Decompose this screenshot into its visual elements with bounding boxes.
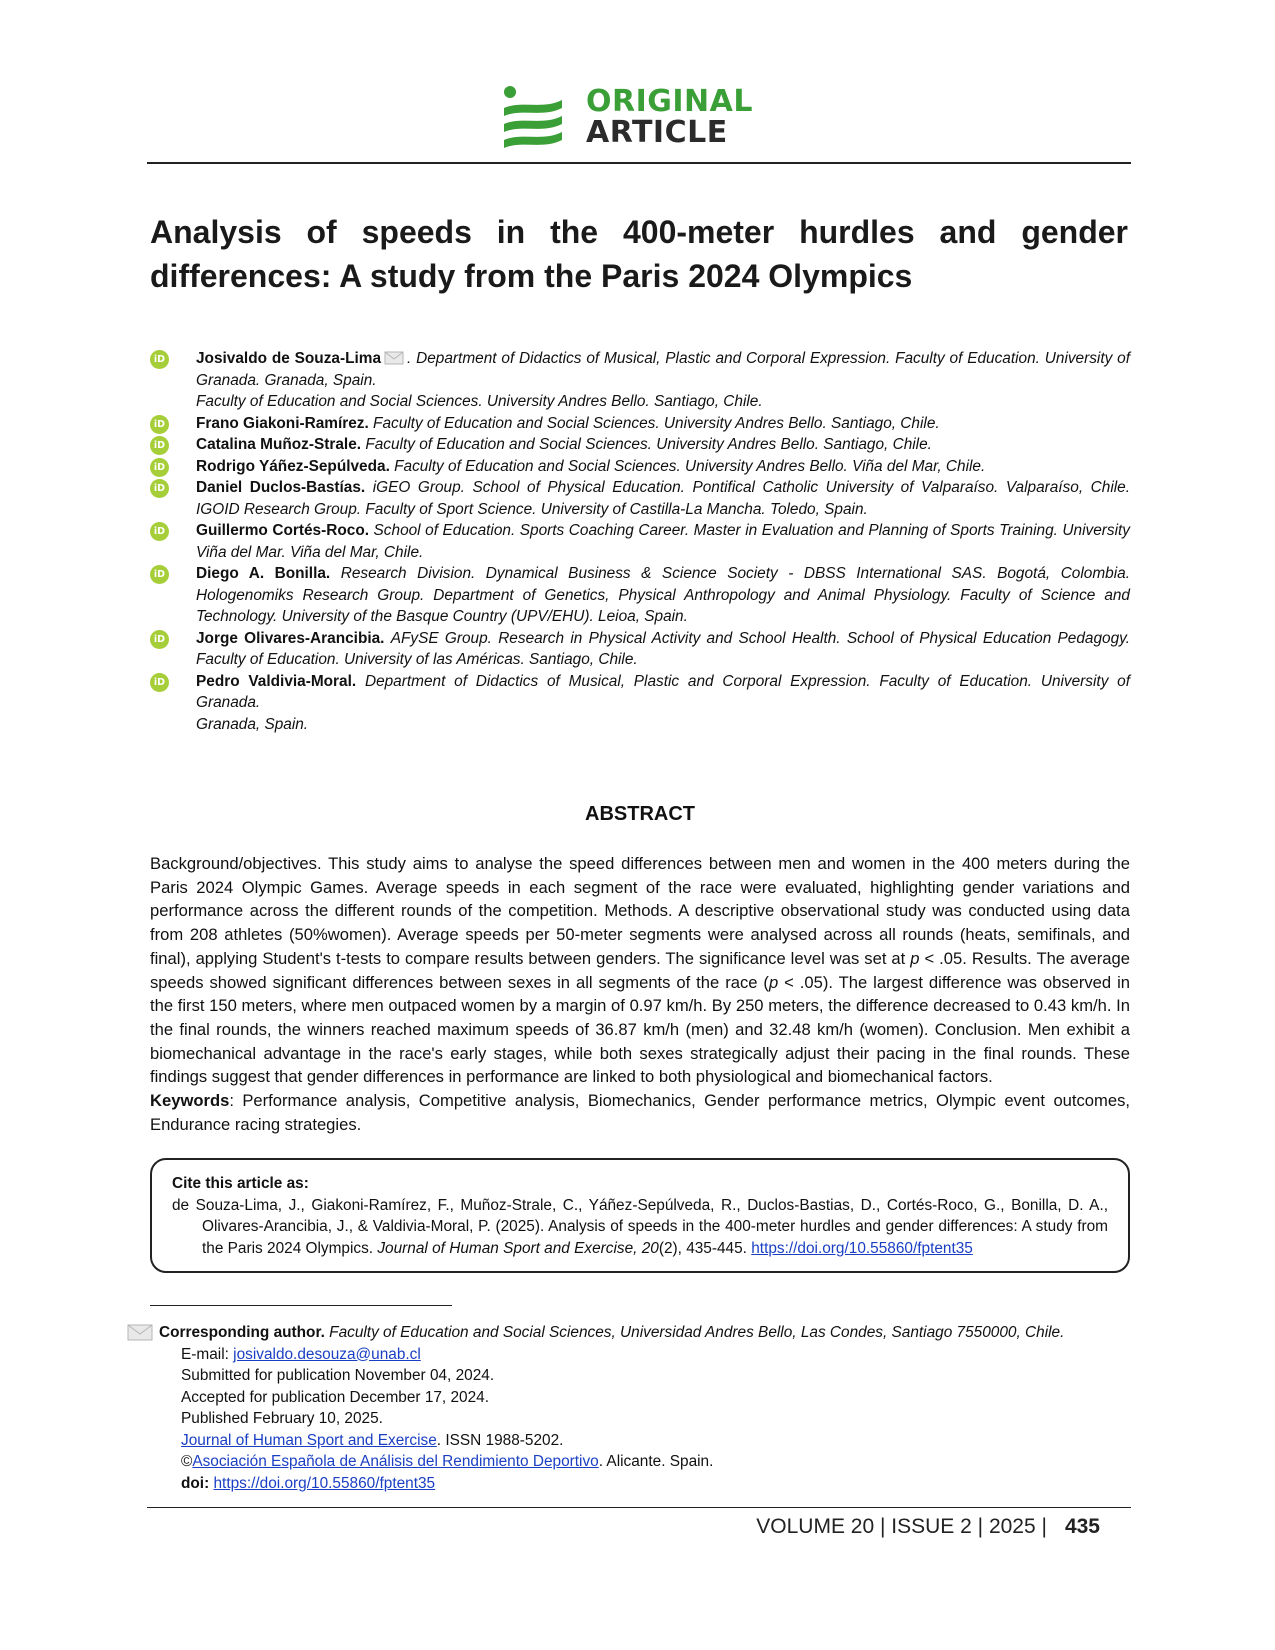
accepted-date: Accepted for publication December 17, 2024. — [181, 1388, 490, 1406]
article-title — [150, 210, 1128, 298]
author-list — [150, 348, 1130, 735]
citation-part-b: (2), 435-445. — [658, 1239, 752, 1257]
orcid-icon[interactable]: iD — [150, 458, 169, 477]
orcid-icon[interactable]: iD — [150, 565, 169, 584]
author-name: Frano Giakoni-Ramírez. — [196, 414, 369, 432]
keywords-label: Keywords — [150, 1091, 230, 1111]
citation-part-a: de Souza-Lima, J., Giakoni-Ramírez, F., Muñoz-Strale, C., Yáñez-Sepúlveda, R., Duclos-Bastias, D., Cortés-Roco, G., Bonilla, D. A., Olivares-Arancibia, J., & Valdivia-Moral, P. (2025). Analysis of speeds in the 400-meter hurdles and gender differences: A study from the Paris 2024 Olympics. — [172, 1196, 1108, 1257]
author-affiliation: Faculty of Education and Social Sciences. University Andres Bello. Viña del Mar, Chile. — [394, 457, 986, 475]
author-name: Josivaldo de Souza-Lima — [196, 350, 382, 367]
author-name: Daniel Duclos-Bastías. — [196, 479, 366, 496]
citation-text — [172, 1195, 1108, 1260]
author-entry — [150, 628, 1130, 671]
author-entry — [150, 456, 1130, 478]
author-entry — [150, 520, 1130, 563]
email-label: E-mail: — [181, 1345, 234, 1363]
article-title-line-2: differences: A study from the Paris 2024 Olympics — [150, 258, 913, 294]
author-affiliation-line — [196, 649, 1130, 671]
author-affiliation: Research Division. Dynamical Business & Science Society - DBSS International SAS. Bogotá, Colombia. — [340, 565, 1130, 582]
author-affiliation-line — [196, 499, 1130, 521]
abstract-part-a: Background/objectives. This study aims to analyse the speed differences between men and women in the 400 meters during the Paris 2024 Olympic Games. Average speeds in each segment of the race were evaluated, highlighting gender variations and performance across the different rounds of the competition. Methods. A descriptive observational study was conducted using data from 208 athletes (50%women). Average speeds per 50-meter segments were analysed across all rounds (heats, semifinals, and final), applying Student's t-tests to compare results between genders. The significance level was set at — [150, 854, 1130, 968]
author-affiliation: Faculty of Education. University of las Américas. Santiago, Chile. — [196, 651, 638, 668]
author-affiliation-line — [196, 628, 1130, 650]
footnote-rule — [150, 1305, 452, 1306]
footnote — [127, 1322, 1137, 1494]
abstract-part-b: < .05. Results. The average speeds showed significant differences between sexes in all segments of the race ( — [150, 948, 1130, 992]
author-affiliation-line — [196, 606, 1130, 628]
citation-box — [150, 1158, 1130, 1273]
citation-label: Cite this article as: — [172, 1175, 309, 1192]
citation-doi-link[interactable]: https://doi.org/10.55860/fptent35 — [751, 1239, 973, 1257]
author-affiliation: IGOID Research Group. Faculty of Sport Science. University of Castilla-La Mancha. Toledo, Spain. — [196, 500, 868, 518]
author-affiliation: School of Education. Sports Coaching Career. Master in Evaluation and Planning of Sports Training. University — [373, 522, 1130, 539]
author-name: Catalina Muñoz-Strale. — [196, 436, 362, 453]
author-affiliation: . Department of Didactics of Musical, Plastic and Corporal Expression. Faculty of Education. University of — [407, 350, 1130, 367]
abstract-part-c: < .05). The largest difference was observed in the first 150 meters, where men outpaced women by a margin of 0.97 km/h. By 250 meters, the difference decreased to 0.43 km/h. In the final rounds, the winners reached maximum speeds of 36.87 km/h (men) and 32.48 km/h (women). Conclusion. Men exhibit a biomechanical advantage in the race's early stages, while both sexes strategically adjust their pacing in the final rounds. These findings suggest that gender differences in performance are linked to both physiological and biomechanical factors. — [150, 972, 1130, 1087]
author-affiliation: Hologenomiks Research Group. Department of Genetics, Physical Anthropology and Animal Physiology. Faculty of Science and — [196, 586, 1130, 604]
envelope-icon — [127, 1322, 153, 1342]
corresponding-author-address: Faculty of Education and Social Sciences, Universidad Andres Bello, Las Condes, Santiago 7550000, Chile. — [324, 1324, 1065, 1341]
author-affiliation-line — [196, 391, 1130, 413]
abstract-p-symbol: p — [910, 948, 920, 968]
email-link[interactable]: josivaldo.desouza@unab.cl — [233, 1345, 421, 1363]
keywords-list: : Performance analysis, Competitive analysis, Biomechanics, Gender performance metrics, Olympic event outcomes, Endurance racing strategies. — [150, 1091, 1130, 1134]
author-name: Jorge Olivares-Arancibia. — [196, 629, 385, 647]
orcid-icon[interactable]: iD — [150, 479, 169, 498]
author-affiliation: Technology. University of the Basque Country (UPV/EHU). Leioa, Spain. — [196, 608, 688, 625]
author-name: Guillermo Cortés-Roco. — [196, 522, 369, 539]
orcid-icon[interactable]: iD — [150, 436, 169, 455]
corresponding-author-label: Corresponding author. — [159, 1324, 325, 1341]
published-date: Published February 10, 2025. — [181, 1410, 383, 1427]
author-affiliation-line — [196, 520, 1130, 542]
volume-issue: VOLUME 20 | ISSUE 2 | 2025 | — [756, 1515, 1047, 1538]
stripes-logo-icon — [502, 84, 564, 150]
author-affiliation-line — [196, 348, 1130, 370]
orcid-icon[interactable]: iD — [150, 415, 169, 434]
abstract-p-symbol: p — [768, 972, 779, 992]
page-number: 435 — [1064, 1515, 1100, 1538]
author-affiliation: Granada. Granada, Spain. — [196, 371, 377, 389]
author-affiliation-line — [196, 413, 1130, 435]
author-entry — [150, 348, 1130, 413]
abstract-heading: ABSTRACT — [585, 803, 695, 825]
author-name: Rodrigo Yáñez-Sepúlveda. — [196, 457, 390, 475]
submitted-date: Submitted for publication November 04, 2024. — [181, 1367, 495, 1384]
header-rule — [147, 162, 1131, 164]
author-entry — [150, 413, 1130, 435]
issn-text: . ISSN 1988-5202. — [436, 1431, 564, 1449]
orcid-icon[interactable]: iD — [150, 630, 169, 649]
author-affiliation-line — [196, 477, 1130, 499]
author-affiliation-line — [196, 585, 1130, 607]
author-affiliation-line — [196, 434, 1130, 456]
author-affiliation-line — [196, 370, 1130, 392]
author-entry — [150, 477, 1130, 520]
orcid-icon[interactable]: iD — [150, 350, 169, 369]
logo-word-original: ORIGINAL — [586, 84, 753, 119]
association-link[interactable]: Asociación Española de Análisis del Rendimiento Deportivo — [192, 1453, 599, 1470]
envelope-icon — [384, 351, 404, 365]
copyright-symbol: © — [181, 1453, 193, 1470]
author-affiliation: Viña del Mar. Viña del Mar, Chile. — [196, 543, 424, 561]
author-affiliation-line — [196, 563, 1130, 585]
citation-journal: Journal of Human Sport and Exercise, 20 — [377, 1239, 659, 1257]
author-entry — [150, 563, 1130, 628]
article-title-line-1: Analysis of speeds in the 400-meter hurdles and gender — [150, 214, 1128, 250]
logo-word-article: ARTICLE — [586, 115, 728, 150]
author-affiliation: Faculty of Education and Social Sciences. University Andres Bello. Santiago, Chile. — [373, 414, 940, 432]
author-affiliation: iGEO Group. School of Physical Education. Pontifical Catholic University of Valparaíso. Valparaíso, Chile. — [372, 479, 1130, 496]
author-affiliation-line — [196, 542, 1130, 564]
author-affiliation: Faculty of Education and Social Sciences. University Andres Bello. Santiago, Chile. — [365, 436, 932, 453]
author-name: Pedro Valdivia-Moral. — [196, 672, 357, 690]
doi-link[interactable]: https://doi.org/10.55860/fptent35 — [213, 1474, 436, 1492]
author-affiliation: Department of Didactics of Musical, Plastic and Corporal Expression. Faculty of Education. University of Granada. — [196, 672, 1130, 711]
author-affiliation: Faculty of Education and Social Sciences. University Andres Bello. Santiago, Chile. — [196, 393, 763, 410]
association-location: . Alicante. Spain. — [598, 1453, 714, 1470]
doi-label: doi: — [181, 1474, 214, 1492]
original-article-logo — [502, 84, 782, 150]
abstract-text — [150, 852, 1130, 1136]
orcid-icon[interactable]: iD — [150, 522, 169, 541]
journal-link[interactable]: Journal of Human Sport and Exercise — [181, 1431, 437, 1449]
author-entry — [150, 671, 1130, 736]
page-footer — [700, 1512, 1100, 1542]
author-affiliation-line — [196, 714, 1130, 736]
author-entry — [150, 434, 1130, 456]
author-affiliation: AFySE Group. Research in Physical Activity and School Health. School of Physical Education Pedagogy. — [390, 629, 1130, 647]
orcid-icon[interactable]: iD — [150, 673, 169, 692]
author-affiliation-line — [196, 456, 1130, 478]
footer-rule — [147, 1507, 1131, 1508]
author-name: Diego A. Bonilla. — [196, 565, 331, 582]
author-affiliation-line — [196, 671, 1130, 714]
author-affiliation: Granada, Spain. — [196, 715, 309, 733]
